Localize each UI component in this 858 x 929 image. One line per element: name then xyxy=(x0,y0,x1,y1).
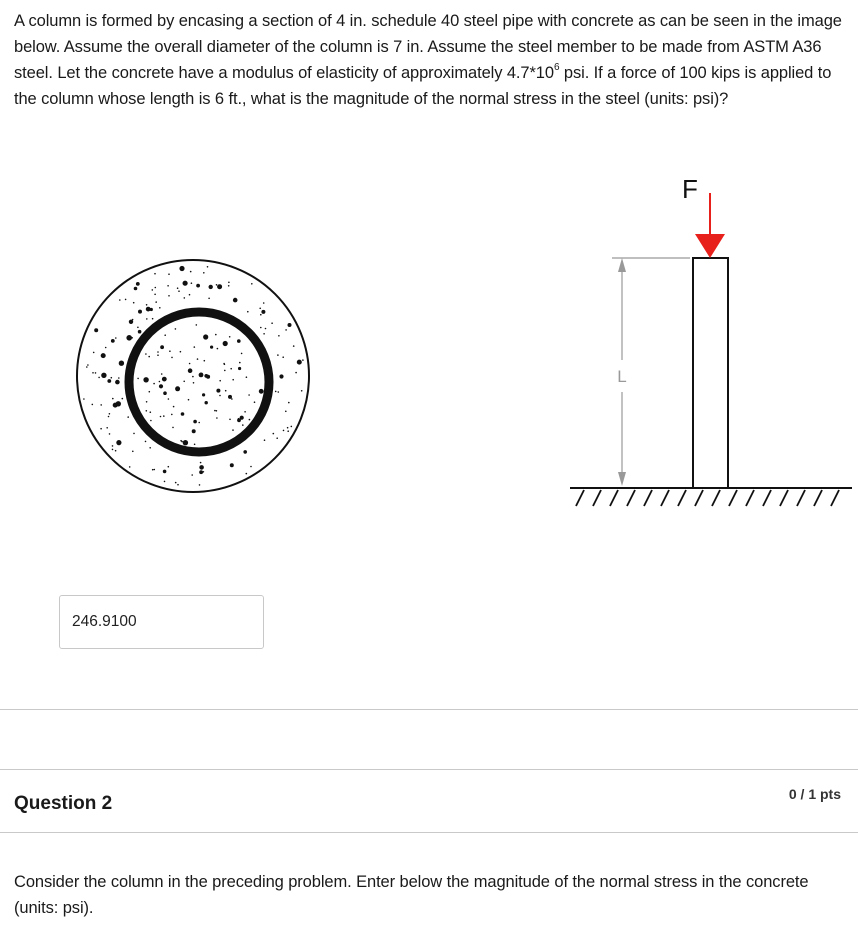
concrete-speckle xyxy=(112,449,114,451)
concrete-speckle xyxy=(241,353,243,355)
concrete-speckle xyxy=(217,284,222,289)
concrete-speckle xyxy=(260,314,262,316)
concrete-speckle xyxy=(263,302,265,304)
ground-hatch-line xyxy=(610,490,618,506)
concrete-speckle xyxy=(188,399,190,401)
force-arrow xyxy=(682,174,725,258)
concrete-speckle xyxy=(150,411,152,413)
concrete-speckle xyxy=(181,412,185,416)
ground-hatch-line xyxy=(746,490,754,506)
concrete-speckle xyxy=(285,329,287,331)
ground-hatch-line xyxy=(712,490,720,506)
concrete-speckle xyxy=(208,298,210,300)
ground-hatch-line xyxy=(814,490,822,506)
concrete-speckle xyxy=(282,356,284,358)
concrete-speckle xyxy=(183,440,188,445)
concrete-speckle xyxy=(275,391,277,393)
concrete-speckle xyxy=(115,450,117,452)
concrete-speckle xyxy=(223,341,228,346)
ground-support xyxy=(570,488,852,506)
concrete-speckle xyxy=(159,307,161,309)
concrete-speckle xyxy=(198,422,200,424)
concrete-speckle xyxy=(119,299,121,301)
concrete-speckle xyxy=(193,382,195,384)
concrete-speckle xyxy=(238,418,240,420)
concrete-speckle xyxy=(92,404,94,406)
dimension-arrow-up xyxy=(618,258,626,272)
concrete-speckle xyxy=(230,368,232,370)
concrete-speckle xyxy=(146,318,148,320)
concrete-speckle xyxy=(152,469,154,471)
divider xyxy=(0,709,858,710)
ground-hatch-line xyxy=(661,490,669,506)
concrete-speckle xyxy=(189,363,191,365)
concrete-speckle xyxy=(217,348,219,350)
concrete-speckle xyxy=(101,353,106,358)
concrete-speckle xyxy=(162,377,167,382)
concrete-speckle xyxy=(168,273,170,275)
concrete-speckle xyxy=(233,298,238,303)
concrete-speckle xyxy=(163,391,167,395)
concrete-speckle xyxy=(164,481,166,483)
concrete-speckle xyxy=(196,324,198,326)
concrete-speckle xyxy=(188,368,193,373)
length-dimension xyxy=(612,258,690,486)
concrete-speckle xyxy=(259,389,264,394)
concrete-speckle xyxy=(248,394,250,396)
concrete-speckle xyxy=(232,379,234,381)
concrete-speckle xyxy=(199,465,204,470)
concrete-speckle xyxy=(136,282,140,286)
concrete-speckle xyxy=(160,416,162,418)
concrete-speckle xyxy=(157,351,159,353)
concrete-speckle xyxy=(163,415,165,417)
concrete-speckle xyxy=(112,445,114,447)
concrete-speckle xyxy=(83,398,85,400)
concrete-speckle xyxy=(175,482,177,484)
concrete-speckle xyxy=(189,294,191,296)
divider xyxy=(0,832,858,833)
concrete-speckle xyxy=(277,354,279,356)
concrete-speckle xyxy=(164,334,166,336)
concrete-speckle xyxy=(138,330,142,334)
concrete-speckle xyxy=(239,362,241,364)
concrete-speckle xyxy=(168,295,170,297)
force-arrow-head xyxy=(695,234,725,258)
concrete-speckle xyxy=(223,363,225,365)
concrete-speckle xyxy=(149,447,151,449)
concrete-speckle xyxy=(240,416,244,420)
concrete-speckle xyxy=(191,474,193,476)
concrete-speckle xyxy=(152,289,154,291)
concrete-speckle xyxy=(155,287,157,289)
concrete-speckle xyxy=(230,463,234,467)
concrete-speckle xyxy=(228,282,230,284)
concrete-speckle xyxy=(86,366,88,368)
concrete-speckle xyxy=(288,402,290,404)
concrete-speckle xyxy=(108,416,110,418)
dimension-arrow-down xyxy=(618,472,626,486)
concrete-speckle xyxy=(167,285,169,287)
concrete-speckle xyxy=(183,281,188,286)
concrete-speckle xyxy=(145,441,147,443)
concrete-speckle xyxy=(293,345,295,347)
concrete-speckle xyxy=(219,380,221,382)
concrete-speckle xyxy=(197,358,199,360)
concrete-speckle xyxy=(159,384,163,388)
concrete-speckle xyxy=(149,391,151,393)
concrete-speckle xyxy=(169,350,171,352)
concrete-speckle xyxy=(224,370,226,372)
concrete-speckle xyxy=(133,302,135,304)
concrete-speckle xyxy=(92,372,94,374)
concrete-speckle xyxy=(122,398,124,400)
concrete-speckle xyxy=(119,361,124,366)
concrete-speckle xyxy=(279,374,283,378)
concrete-speckle xyxy=(175,328,177,330)
concrete-speckle xyxy=(194,444,196,446)
concrete-speckle xyxy=(302,359,304,361)
ground-hatch-line xyxy=(593,490,601,506)
concrete-speckle xyxy=(146,410,148,412)
ground-hatch-line xyxy=(678,490,686,506)
concrete-speckle xyxy=(204,374,208,378)
concrete-speckle xyxy=(191,282,193,284)
concrete-speckle xyxy=(168,398,170,400)
ground-hatching xyxy=(576,490,839,506)
concrete-speckle xyxy=(249,419,251,421)
concrete-speckle xyxy=(190,271,192,273)
concrete-speckle xyxy=(100,404,102,406)
question-2-title: Question 2 xyxy=(14,793,113,814)
concrete-speckle xyxy=(202,393,205,396)
concrete-speckle xyxy=(231,398,233,400)
concrete-speckle xyxy=(237,339,241,343)
concrete-speckle xyxy=(105,347,107,349)
concrete-speckle xyxy=(278,335,280,337)
concrete-speckle xyxy=(265,328,267,330)
concrete-speckle xyxy=(98,377,100,379)
concrete-speckle xyxy=(271,322,273,324)
concrete-speckle xyxy=(216,389,220,393)
concrete-speckle xyxy=(238,367,241,370)
concrete-speckle xyxy=(115,337,117,339)
column-figure-svg xyxy=(0,160,858,530)
concrete-speckle xyxy=(209,285,213,289)
concrete-speckle xyxy=(145,353,147,355)
length-label: L xyxy=(617,367,627,386)
concrete-speckle xyxy=(154,469,156,471)
concrete-speckle xyxy=(100,428,102,430)
concrete-speckle xyxy=(112,398,114,400)
concrete-speckle xyxy=(276,437,278,439)
concrete-speckle xyxy=(153,383,155,385)
concrete-speckle xyxy=(287,427,289,429)
concrete-speckle xyxy=(301,390,303,392)
column-figure xyxy=(0,160,858,530)
concrete-speckle xyxy=(106,427,108,429)
concrete-speckle xyxy=(171,357,173,359)
concrete-speckle xyxy=(216,410,218,412)
concrete-speckle xyxy=(161,373,163,375)
concrete-speckle xyxy=(295,372,297,374)
divider xyxy=(0,769,858,770)
concrete-speckle xyxy=(177,287,179,289)
concrete-speckle xyxy=(111,377,113,379)
concrete-speckle xyxy=(94,328,98,332)
concrete-speckle xyxy=(214,410,216,412)
exponent: 6 xyxy=(553,61,560,73)
concrete-speckle xyxy=(152,318,154,320)
concrete-speckle xyxy=(168,466,170,468)
concrete-speckle xyxy=(216,284,218,286)
concrete-speckle xyxy=(263,333,265,335)
concrete-speckle xyxy=(246,473,248,475)
concrete-speckle xyxy=(243,450,247,454)
cross-section xyxy=(77,260,309,492)
concrete-speckle xyxy=(288,323,292,327)
concrete-speckle xyxy=(93,352,95,354)
concrete-speckle xyxy=(250,466,252,468)
concrete-speckle xyxy=(297,360,302,365)
concrete-speckle xyxy=(259,308,261,310)
concrete-speckle xyxy=(154,273,156,275)
concrete-speckle xyxy=(216,417,218,419)
concrete-speckle xyxy=(228,395,232,399)
concrete-speckle xyxy=(87,364,89,366)
concrete-speckle xyxy=(133,433,135,435)
concrete-speckle xyxy=(194,346,196,348)
concrete-speckle xyxy=(287,430,289,432)
concrete-speckle xyxy=(225,390,227,392)
concrete-speckle xyxy=(184,297,186,299)
concrete-speckle xyxy=(228,285,230,287)
concrete-speckle xyxy=(183,381,185,383)
answer-input[interactable]: 246.9100 xyxy=(59,595,264,649)
concrete-speckle xyxy=(160,345,164,349)
concrete-speckle xyxy=(278,391,280,393)
concrete-speckle xyxy=(171,414,173,416)
concrete-speckle xyxy=(109,413,111,415)
concrete-speckle xyxy=(200,462,202,464)
concrete-speckle xyxy=(159,381,161,383)
concrete-speckle xyxy=(132,319,134,321)
concrete-speckle xyxy=(134,287,138,291)
concrete-speckle xyxy=(109,433,111,435)
concrete-speckle xyxy=(192,429,196,433)
concrete-speckle xyxy=(146,401,148,403)
concrete-speckle xyxy=(177,484,179,486)
concrete-speckle xyxy=(125,299,127,301)
ground-hatch-line xyxy=(797,490,805,506)
ground-hatch-line xyxy=(576,490,584,506)
concrete-speckle xyxy=(196,284,200,288)
concrete-speckle xyxy=(254,401,256,403)
concrete-speckle xyxy=(229,336,231,338)
concrete-speckle xyxy=(260,327,262,329)
concrete-speckle xyxy=(219,395,221,397)
concrete-speckle xyxy=(172,427,174,429)
ground-hatch-line xyxy=(627,490,635,506)
concrete-speckle xyxy=(137,378,139,380)
concrete-speckle xyxy=(229,419,231,421)
concrete-speckle xyxy=(261,310,265,314)
concrete-speckle xyxy=(199,470,203,474)
concrete-speckle xyxy=(95,372,97,374)
concrete-speckle xyxy=(251,283,253,285)
concrete-speckle xyxy=(173,406,175,408)
concrete-speckle xyxy=(273,433,275,435)
concrete-speckle xyxy=(193,420,197,424)
concrete-speckle xyxy=(146,304,148,306)
ground-hatch-line xyxy=(780,490,788,506)
question-2-points: 0 / 1 pts xyxy=(788,786,841,802)
concrete-speckle xyxy=(137,327,139,329)
concrete-speckle xyxy=(210,346,213,349)
concrete-speckle xyxy=(148,356,150,358)
question-2-text: Consider the column in the preceding problem. Enter below the magnitude of the normal stress in the concrete (units: psi). xyxy=(14,873,809,917)
concrete-speckle xyxy=(116,440,121,445)
concrete-speckle xyxy=(127,416,129,418)
concrete-speckle xyxy=(146,307,151,312)
ground-hatch-line xyxy=(644,490,652,506)
ground-hatch-line xyxy=(763,490,771,506)
concrete-speckle xyxy=(138,310,142,314)
concrete-speckle xyxy=(129,466,131,468)
ground-hatch-line xyxy=(695,490,703,506)
concrete-speckle xyxy=(207,266,209,268)
concrete-speckle xyxy=(157,354,159,356)
concrete-speckle xyxy=(118,377,120,379)
concrete-speckle xyxy=(180,351,182,353)
concrete-speckle xyxy=(244,411,246,413)
concrete-speckle xyxy=(285,411,287,413)
concrete-speckle xyxy=(178,290,180,292)
concrete-speckle xyxy=(175,386,180,391)
concrete-speckle xyxy=(181,441,183,443)
force-label: F xyxy=(682,174,698,204)
concrete-speckle xyxy=(101,373,106,378)
ground-hatch-line xyxy=(729,490,737,506)
concrete-speckle xyxy=(203,471,205,473)
concrete-speckle xyxy=(215,334,217,336)
question-1-text-part2: psi. If a force of 100 kips is applied to the column whose length is 6 ft., what is the magnitude of the normal stress in the steel (units: psi)? xyxy=(14,64,832,108)
concrete-speckle xyxy=(246,376,248,378)
concrete-speckle xyxy=(203,272,205,274)
concrete-speckle xyxy=(192,376,194,378)
question-1-text-part1: A column is formed by encasing a section of 4 in. schedule 40 steel pipe with concrete as can be seen in the image below. Assume the overall diameter of the column is 7 in. Assume the steel member to be made from ASTM A36 steel. Let the concrete have a modulus of elasticity of approximately 4.7*10 xyxy=(14,12,842,82)
concrete-speckle xyxy=(143,377,148,382)
concrete-speckle xyxy=(283,430,285,432)
concrete-speckle xyxy=(264,439,266,441)
concrete-speckle xyxy=(150,420,152,422)
concrete-speckle xyxy=(291,426,293,428)
concrete-speckle xyxy=(205,401,208,404)
concrete-speckle xyxy=(107,379,111,383)
concrete-speckle xyxy=(179,266,184,271)
concrete-speckle xyxy=(204,360,206,362)
concrete-speckle xyxy=(113,403,118,408)
concrete-speckle xyxy=(199,484,201,486)
ground-hatch-line xyxy=(831,490,839,506)
column-member xyxy=(693,258,728,488)
concrete-speckle xyxy=(132,451,134,453)
concrete-speckle xyxy=(111,339,115,343)
concrete-speckle xyxy=(115,380,120,385)
concrete-speckle xyxy=(154,294,156,296)
concrete-speckle xyxy=(242,424,244,426)
concrete-speckle xyxy=(232,429,234,431)
concrete-speckle xyxy=(164,471,166,473)
concrete-speckle xyxy=(247,311,249,313)
concrete-speckle xyxy=(126,335,132,341)
question-1-text xyxy=(14,8,850,112)
concrete-speckle xyxy=(199,373,204,378)
concrete-speckle xyxy=(203,334,208,339)
concrete-speckle xyxy=(155,301,157,303)
